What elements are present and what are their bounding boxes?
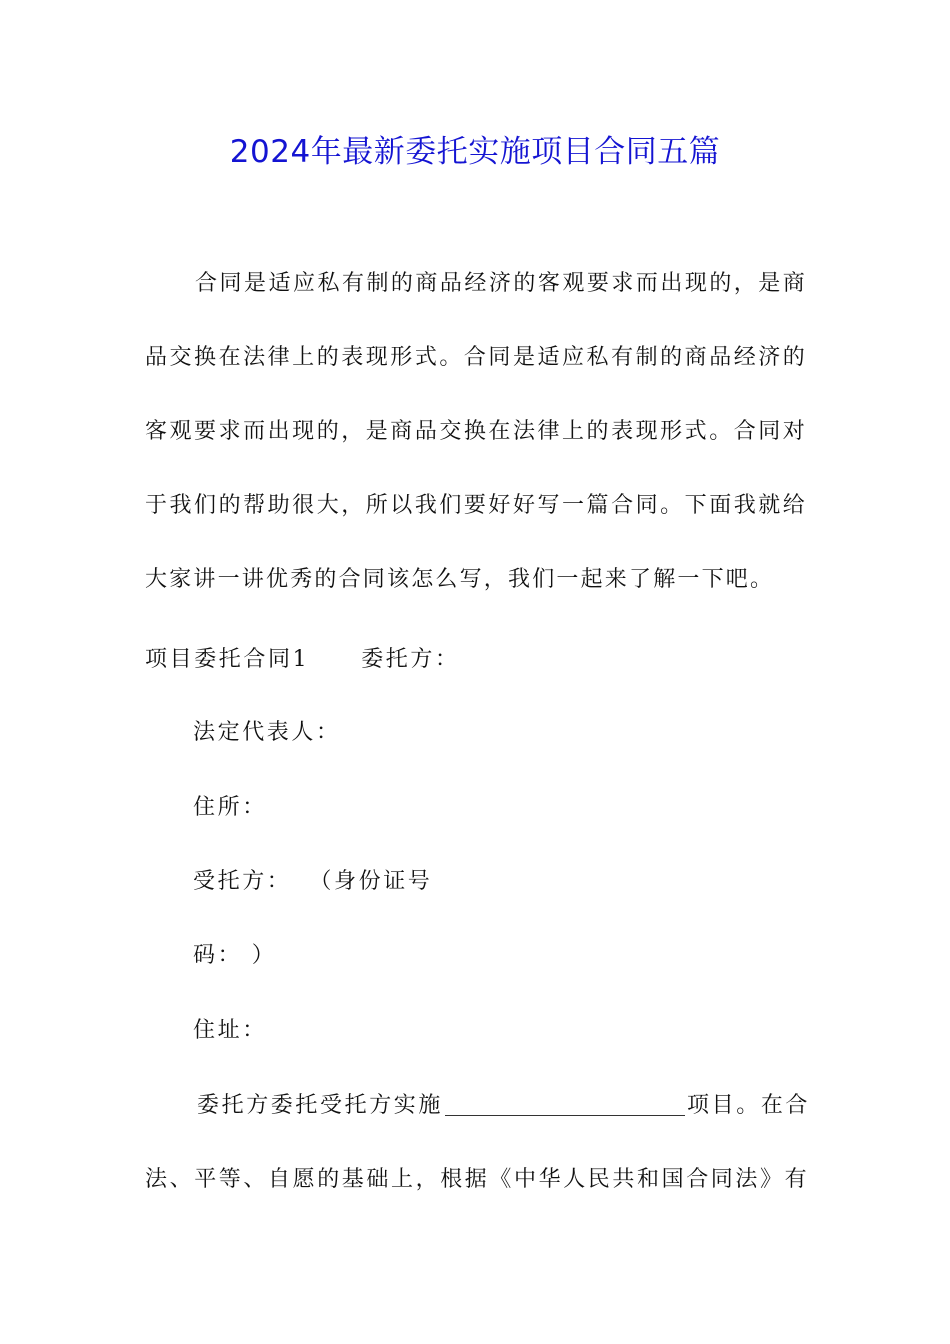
principal-label: 委托方：: [361, 647, 460, 672]
contract-heading: 项目委托合同1: [145, 647, 310, 672]
clause-after-blank: 项目。在合: [687, 1093, 811, 1118]
legal-rep-label: 法定代表人：: [193, 720, 341, 745]
agent-label: 受托方：: [193, 869, 292, 894]
clause-before-blank: 委托方委托受托方实施: [197, 1093, 444, 1118]
clause-row-1: [197, 1091, 810, 1121]
agent-row: [193, 867, 432, 897]
document-title: 2024年最新委托实施项目合同五篇: [229, 134, 721, 170]
clause-row-2: 法、平等、自愿的基础上，根据《中华人民共和国合同法》有: [145, 1167, 810, 1192]
contract-heading-row: [145, 645, 460, 675]
project-name-blank[interactable]: [445, 1093, 685, 1116]
residence-label: 住所：: [193, 795, 267, 820]
id-number-close: 码： ）: [193, 943, 277, 968]
address-label: 住址：: [193, 1018, 267, 1043]
intro-paragraph: 合同是适应私有制的商品经济的客观要求而出现的，是商品交换在法律上的表现形式。合同是适应私有制的商品经济的客观要求而出现的，是商品交换在法律上的表现形式。合同对于我们的帮助很大，所以我们要好好写一篇合同。下面我就给大家讲一讲优秀的合同该怎么写，我们一起来了解一下吧。: [145, 271, 807, 592]
id-number-open: （身份证号: [309, 869, 433, 894]
